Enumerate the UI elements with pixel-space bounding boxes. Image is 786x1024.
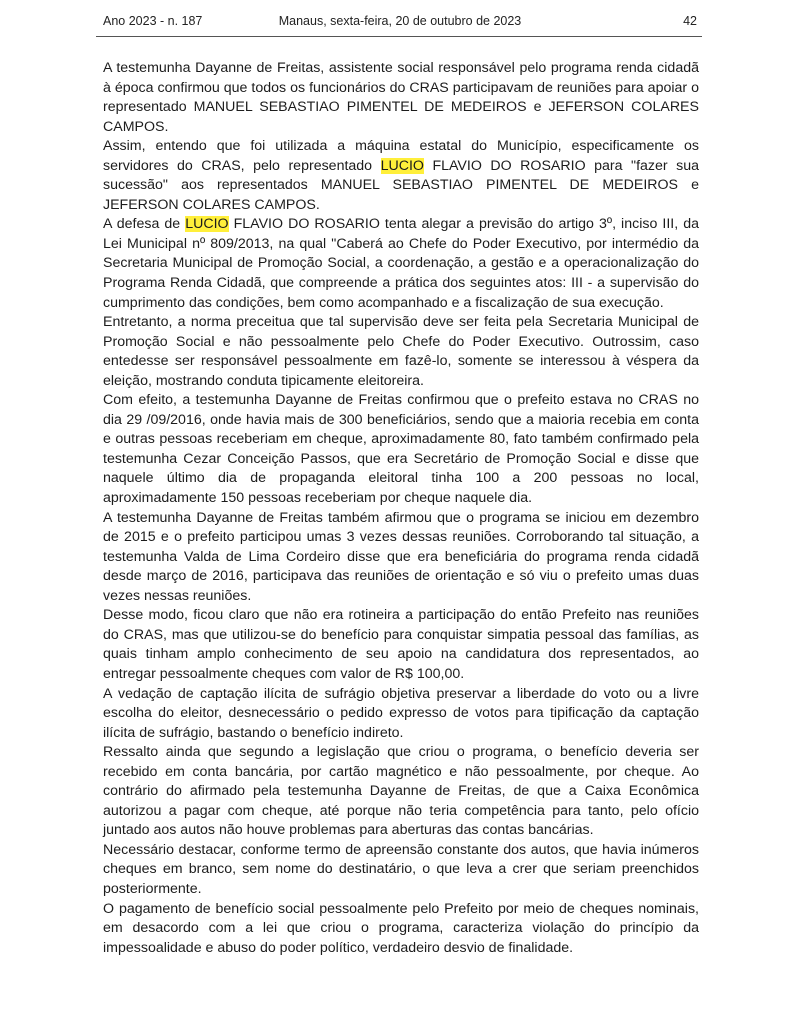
paragraph-text: A defesa de: [103, 216, 186, 233]
paragraph: A testemunha Dayanne de Freitas também afirmou que o programa se iniciou em dezembro de 2015 e o prefeito participou umas 3 vezes dessas reuniões. Corroborando tal situação, a testemunha Valda de Lima Cordeiro disse que era beneficiária do programa renda cidadã desde março de 2016, participava das reuniões de orientação e só viu o prefeito umas duas vezes nessas reuniões.: [103, 509, 699, 604]
paragraph: Necessário destacar, conforme termo de apreensão constante dos autos, que havia inúmeros cheques em branco, sem nome do destinatário, o que leva a crer que seriam preenchidos posteriormente.: [103, 841, 699, 897]
paragraph-text: Assim, entendo que foi utilizada a máquina estatal do Município, especificamente os servidores do CRAS, pelo representado: [103, 138, 699, 174]
paragraph: Com efeito, a testemunha Dayanne de Freitas confirmou que o prefeito estava no CRAS no dia 29 /09/2016, onde havia mais de 300 beneficiários, sendo que a maioria recebia em conta e outras pessoas receberiam em cheque, aproximadamente 80, fato também confirmado pela testemunha Cezar Conceição Passos, que era Secretário de Promoção Social e disse que naquele último dia de propaganda eleitoral tinha 100 a 200 pessoas no local, aproximadamente 150 pessoas receberiam por cheque naquele dia.: [103, 392, 699, 507]
paragraph: Desse modo, ficou claro que não era rotineira a participação do então Prefeito nas reuniões do CRAS, mas que utilizou-se do benefício para conquistar simpatia pessoal das famílias, as quais tinham amplo conhecimento de seu apoio na candidatura dos representados, ao entregar pessoalmente cheques com valor de R$ 100,00.: [103, 607, 699, 682]
paragraph: [103, 137, 699, 215]
paragraph-text: FLAVIO DO ROSARIO para "fazer sua sucessão" aos representados MANUEL SEBASTIAO PIMENTEL DE MEDEIROS e JEFERSON COLARES CAMPOS.: [103, 157, 699, 213]
paragraph: Entretanto, a norma preceitua que tal supervisão deve ser feita pela Secretaria Municipal de Promoção Social e não pessoalmente pelo Chefe do Poder Executivo. Outrossim, caso entedesse ser responsável pessoalmente em fazê-lo, somente se interessou à véspera da eleição, mostrando conduta tipicamente eleitoreira.: [103, 314, 699, 389]
page-number: 42: [683, 14, 697, 28]
highlighted-name: LUCIO: [185, 216, 229, 233]
paragraph: A vedação de captação ilícita de sufrágio objetiva preservar a liberdade do voto ou a livre escolha do eleitor, desnecessário o pedido expresso de votos para tipificação da captação ilícita de sufrágio, bastando o benefício indireto.: [103, 685, 699, 741]
highlighted-name: LUCIO: [380, 157, 424, 174]
paragraph: A testemunha Dayanne de Freitas, assistente social responsável pelo programa renda cidadã à época confirmou que todos os funcionários do CRAS participavam de reuniões para apoiar o representado MANUEL SEBASTIAO PIMENTEL DE MEDEIROS e JEFERSON COLARES CAMPOS.: [103, 60, 699, 135]
paragraph: O pagamento de benefício social pessoalmente pelo Prefeito por meio de cheques nominais, em desacordo com a lei que criou o programa, caracteriza violação do princípio da impessoalidade e abuso do poder político, verdadeiro desvio de finalidade.: [103, 900, 699, 956]
paragraph: Ressalto ainda que segundo a legislação que criou o programa, o benefício deveria ser recebido em conta bancária, por cartão magnético e não pessoalmente, por cheque. Ao contrário do afirmado pela testemunha Dayanne de Freitas, de que a Caixa Econômica autorizou a pagar com cheque, até porque não teria competência para tanto, pelo ofício juntado aos autos não houve problemas para aberturas das contas bancárias.: [103, 744, 699, 839]
publication-date: Manaus, sexta-feira, 20 de outubro de 2023: [278, 14, 522, 28]
paragraph-text: FLAVIO DO ROSARIO tenta alegar a previsão do artigo 3º, inciso III, da Lei Municipal nº 809/2013, na qual "Caberá ao Chefe do Poder Executivo, por intermédio da Secretaria Municipal de Promoção Social, a coordenação, a gestão e a operacionalização do Programa Renda Cidadã, que compreende a prática dos seguintes atos: III - a supervisão do cumprimento das condições, bem como acompanhado e a fiscalização de sua execução.: [103, 216, 699, 311]
paragraph: [103, 215, 699, 313]
page-header: [103, 14, 697, 36]
header-divider: [96, 36, 702, 37]
document-body: [103, 59, 699, 958]
issue-number: Ano 2023 - n. 187: [103, 14, 203, 28]
